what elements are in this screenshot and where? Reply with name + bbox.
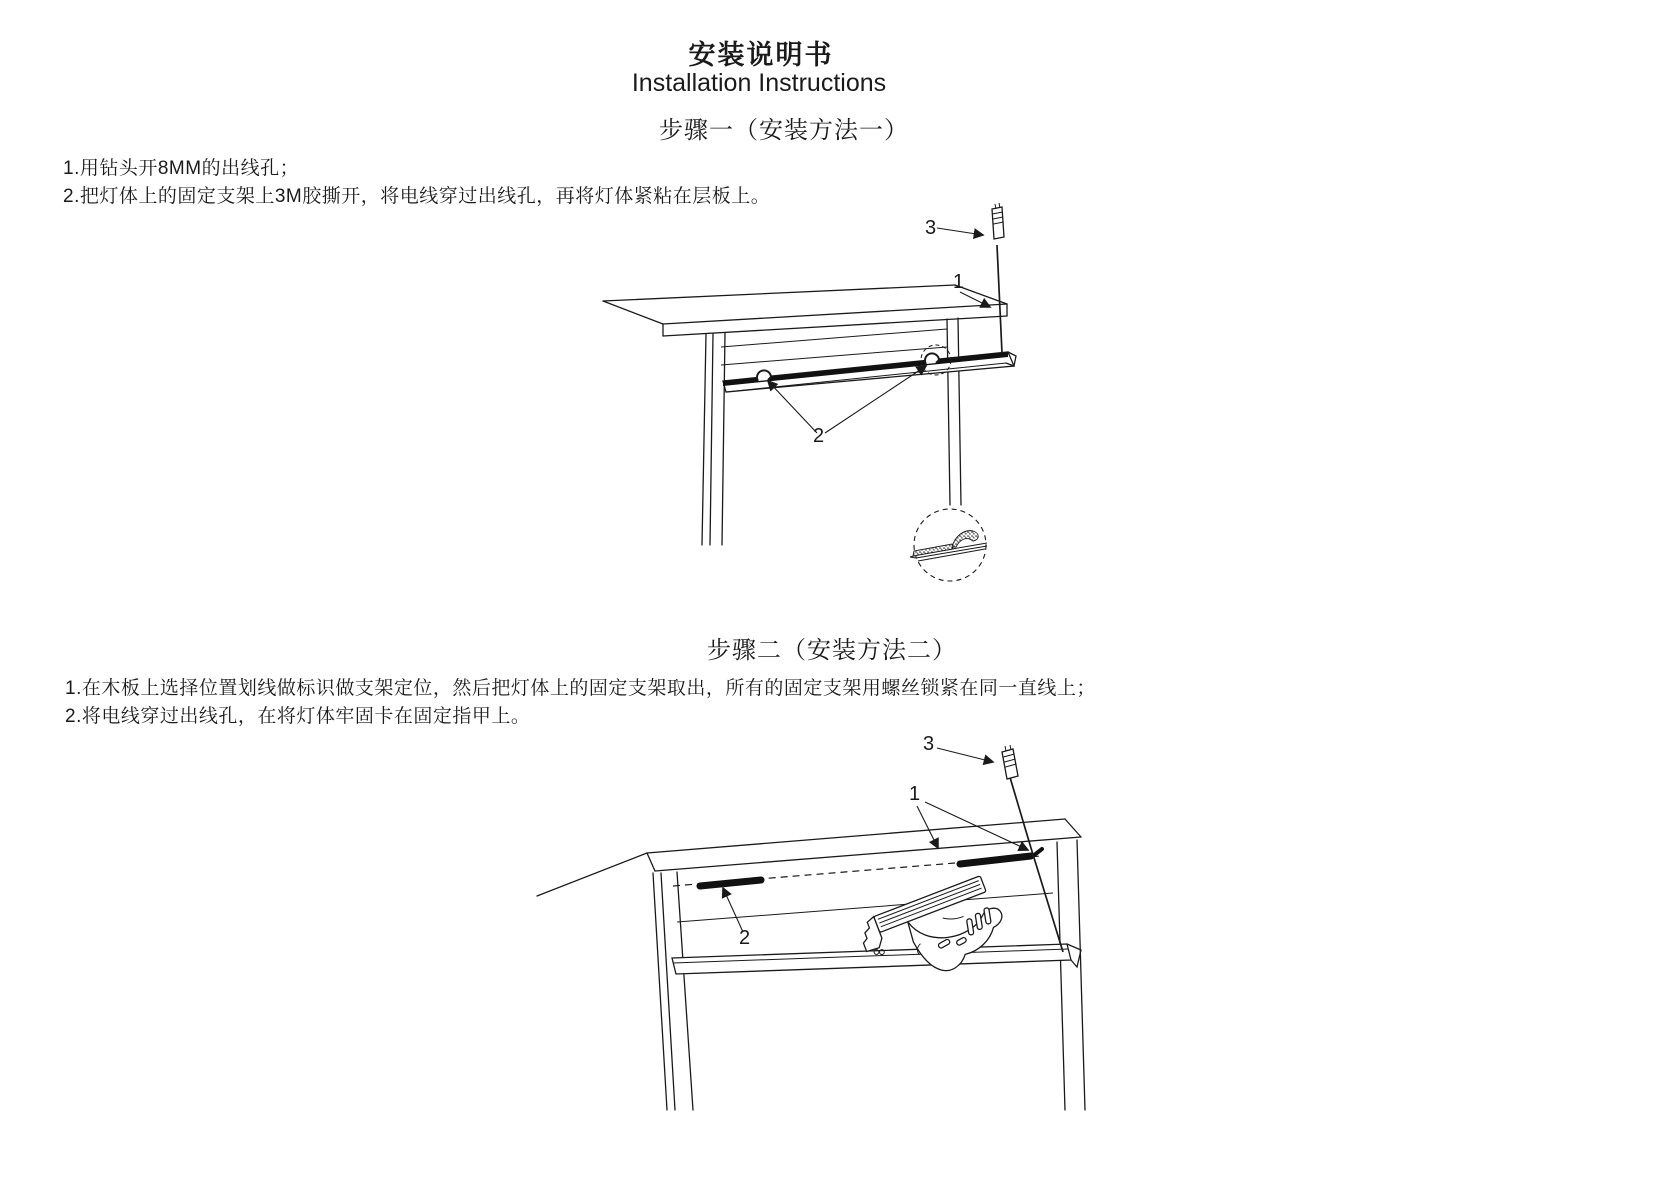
step2-instruction-1: 1.在木板上选择位置划线做标识做支架定位，然后把灯体上的固定支架取出，所有的固定支架用螺丝锁紧在同一直线上； (65, 678, 1096, 699)
callout-3 (925, 217, 983, 239)
step1-instruction-1: 1.用钻头开8MM的出线孔； (63, 158, 300, 179)
power-wire (997, 245, 1002, 353)
callout-3-label: 3 (923, 733, 935, 755)
nail-gun (856, 874, 1014, 996)
shelf-leg-left (653, 872, 693, 1110)
adhesive-clip-left (757, 370, 771, 381)
fixing-bracket-left (700, 880, 761, 886)
board-edge-extension (537, 853, 647, 896)
tape-detail-view (910, 509, 987, 581)
step1-diagram (555, 195, 1055, 587)
step1-instruction-2: 2.把灯体上的固定支架上3M胶撕开，将电线穿过出线孔，再将灯体紧粘在层板上。 (63, 186, 771, 207)
shelf-leg-right (1057, 840, 1085, 1110)
adhesive-clip-right (925, 353, 939, 364)
fixing-bracket-right (960, 856, 1031, 864)
power-plug (1002, 745, 1018, 779)
power-plug (992, 203, 1004, 239)
power-wire (1009, 774, 1063, 952)
callout-3 (923, 733, 993, 762)
callout-3-label: 3 (925, 217, 937, 239)
callout-1 (909, 783, 1028, 850)
document-title-chinese: 安装说明书 (688, 40, 834, 70)
callout-1-label: 1 (909, 783, 921, 805)
fixing-nail (1033, 849, 1042, 856)
table-top (603, 285, 1007, 336)
document-title-english: Installation Instructions (631, 69, 887, 97)
step2-diagram (525, 690, 1115, 1165)
callout-2-label: 2 (813, 425, 825, 447)
callout-1-label: 1 (953, 271, 965, 293)
table-leg-right (947, 318, 961, 505)
step1-heading: 步骤一（安装方法一） (659, 117, 909, 144)
shelf-board (647, 819, 1081, 871)
step2-instruction-2: 2.将电线穿过出线孔，在将灯体牢固卡在固定指甲上。 (65, 706, 531, 727)
callout-2-label: 2 (739, 927, 751, 949)
table-apron (721, 329, 947, 365)
step2-heading: 步骤二（安装方法二） (707, 637, 957, 664)
callout-1 (953, 271, 990, 307)
